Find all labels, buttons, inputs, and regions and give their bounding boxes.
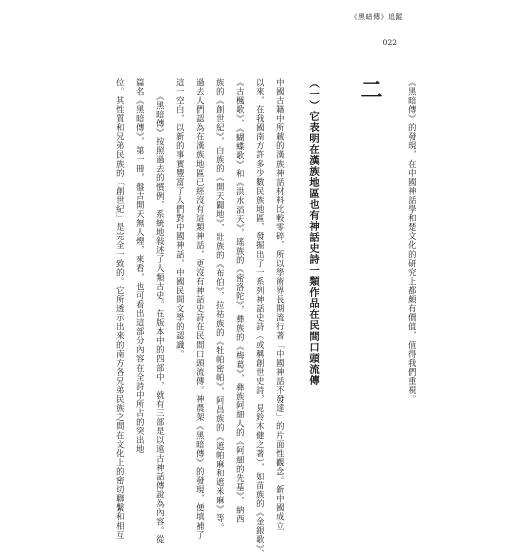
running-head: 《黑暗傳》追蹤 [350,13,403,21]
body-line: 過去人們認為在漢族地區已經沒有這類神話，更沒有神話史詩在民間口頭流傳。神農架《黑暗傳》的發現，便填補了 [195,78,206,540]
body-line: 族的《創世紀》，白族的《開天闢地》，壯族的《布伯》，拉祜族的《牡帕密帕》，阿昌族的《遮帕麻和遮米麻》等。 [215,78,226,532]
intro-line: 《黑暗傳》的發現，在中國神話學和楚文化的研究上都頗有價值，值得我們重視。 [407,78,418,404]
body-line: 《黑暗傳》按照過去的慣例，系統地敍述了人類古史。在版本中的四部中，就有三部是以遠古神話傳說為內容。從 [155,78,166,545]
body-line: 位。其性質和兄弟民族的「創世紀」是完全一致的。它所透示出來的南方各兄弟民族之間在文化上的密切聯繫和相互 [115,78,126,540]
body-line: 以來，在我國南方許多少數民族地區，發掘出了一系列神話史詩（或稱創世史詩，見鈴木健之著），如苗族的《金銀歌》、 [255,78,266,558]
page-number: 022 [382,38,397,47]
section-heading: （一）它表明在漢族地區也有神話史詩一類作品在民間口頭流傳 [307,78,319,386]
body-line: 《古楓歌》、《蝴蝶歌》和《洪水滔天》，瑤族的《密洛陀》，彝族的《梅葛》，彝族阿細人的《阿細的先基》，納西 [235,78,246,524]
body-line: 篇名《黑暗傳》，第一冊，盤古開天無人煙，來看，也可看出這部分內容在全詩中所占的突出地 [135,78,146,454]
chapter-number: 二 [357,78,383,104]
body-line: 中國古籍中所載的漢族神話材料比較零碎，所以學術界長期流行著「中國神話不發達」的片面性觀念。新中國成立 [275,78,286,531]
body-line: 這一空白，以新的事實豐富了人們對中國神話，中國民間文學的認識。 [175,78,186,359]
